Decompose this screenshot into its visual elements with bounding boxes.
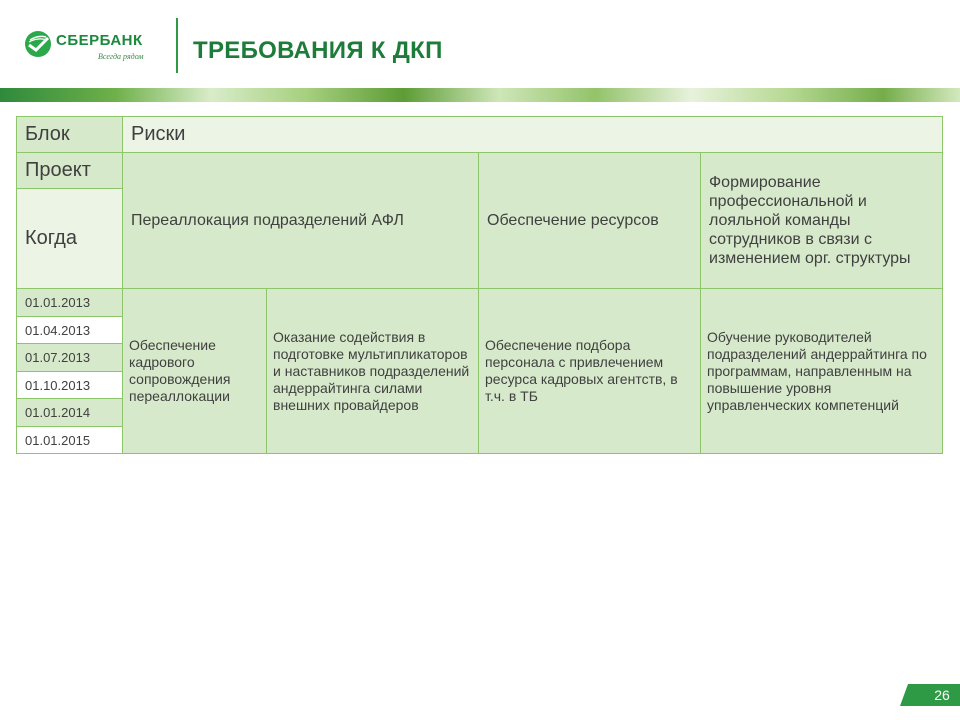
project-cell-1: Переаллокация подразделений АФЛ bbox=[123, 153, 479, 289]
risk-cell-2: Оказание содействия в подготовке мультипликаторов и наставников подразделений андеррайтинга силами внешних провайдеров bbox=[267, 289, 479, 454]
requirements-table bbox=[16, 116, 943, 454]
project-cell-2: Обеспечение ресурсов bbox=[479, 153, 701, 289]
date-cell: 01.01.2014 bbox=[17, 399, 123, 427]
risk-cell-4: Обучение руководителей подразделений андеррайтинга по программам, направленным на повышение уровня управленческих компетенций bbox=[701, 289, 943, 454]
header-banner bbox=[0, 88, 960, 102]
page-number: 26 bbox=[934, 687, 950, 703]
date-cell: 01.01.2015 bbox=[17, 427, 123, 454]
date-cell: 01.01.2013 bbox=[17, 289, 123, 317]
when-label-cell: Когда bbox=[17, 189, 123, 289]
page-title: ТРЕБОВАНИЯ К ДКП bbox=[193, 37, 443, 64]
date-cell: 01.04.2013 bbox=[17, 317, 123, 344]
block-label-cell: Блок bbox=[17, 117, 123, 153]
project-cell-3: Формирование профессиональной и лояльной команды сотрудников в связи с изменением орг. структуры bbox=[701, 153, 943, 289]
sberbank-logo-icon bbox=[24, 30, 52, 58]
date-cell: 01.10.2013 bbox=[17, 372, 123, 399]
logo-slogan: Всегда рядом bbox=[98, 52, 144, 61]
sberbank-logo bbox=[24, 30, 154, 70]
risk-cell-3: Обеспечение подбора персонала с привлечением ресурса кадровых агентств, в т.ч. в ТБ bbox=[479, 289, 701, 454]
logo-name: СБЕРБАНК bbox=[56, 32, 143, 49]
date-cell: 01.07.2013 bbox=[17, 344, 123, 372]
block-value-cell: Риски bbox=[123, 117, 943, 153]
project-label-cell: Проект bbox=[17, 153, 123, 189]
header-divider bbox=[176, 18, 178, 73]
risk-cell-1: Обеспечение кадрового сопровождения переаллокации bbox=[123, 289, 267, 454]
